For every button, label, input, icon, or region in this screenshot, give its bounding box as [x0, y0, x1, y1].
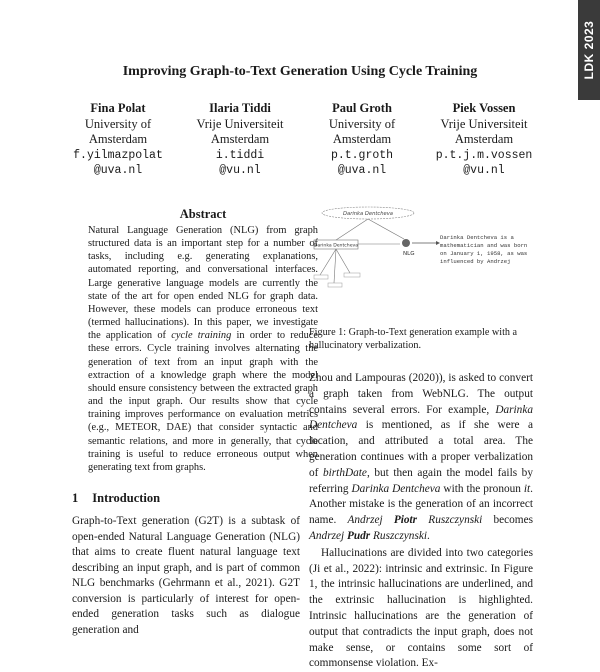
- author-email: f.yilmazpolat: [73, 148, 163, 162]
- author-affiliation: University of: [84, 116, 152, 131]
- author-affiliation: Amsterdam: [210, 132, 270, 146]
- text-span: with the pronoun: [440, 482, 524, 495]
- right-column-text: [309, 371, 533, 672]
- author-email: i.tiddi: [215, 148, 265, 162]
- abstract-emphasis: cycle training: [171, 330, 232, 342]
- venue-side-tab: [578, 0, 600, 100]
- verbalization-text: Darinka Dentcheva is a mathematician and was born on January 1, 1958, as was influenced by Andrzej: [440, 234, 528, 265]
- emphasis-span: [347, 530, 370, 542]
- section-heading: [72, 491, 160, 506]
- graph-node-top-label: Darinka Dentcheva: [343, 211, 393, 217]
- paragraph: [309, 371, 533, 545]
- author-block: [180, 101, 300, 179]
- author-affiliation: Amsterdam: [332, 132, 392, 146]
- author-email: @vu.nl: [463, 164, 505, 177]
- paper-title: Improving Graph-to-Text Generation Using Cycle Training: [122, 64, 478, 79]
- text-span: becomes: [482, 514, 533, 527]
- section-number: 1: [72, 491, 79, 505]
- emphasis-span: Andrzej: [309, 529, 347, 542]
- figure-caption: Figure 1: Graph-to-Text generation example with a hallucinatory verbalization.: [309, 327, 518, 352]
- abstract-heading: Abstract: [179, 207, 227, 221]
- emphasis-span: Ruszczynski: [370, 529, 427, 542]
- introduction-paragraph: Graph-to-Text generation (G2T) is a subtask of open-ended Natural Language Generation (NLG) that aims to create fluent natural language text describing an input graph, and is part of common NLG benchmarks (Gehrmann et al., 2021). G2T conversion is particularly of interest for open-ended generation tasks such as dialogue generation and: [72, 515, 300, 636]
- graph-node-left-label: Darinka Dentcheva: [313, 243, 359, 249]
- strong-span: Pudr: [346, 529, 371, 542]
- graph-node-right-label: NLG: [403, 251, 415, 257]
- emphasis-span: Ruszczynski: [417, 514, 483, 527]
- author-block: [302, 101, 422, 179]
- emphasis-span: [394, 514, 417, 526]
- text-span: , but then again the model fails by referring: [309, 466, 533, 495]
- author-affiliation: University of: [328, 116, 396, 131]
- text-span: .: [427, 529, 430, 542]
- author-affiliation: Vrije Universiteit: [196, 116, 284, 131]
- author-affiliation: Amsterdam: [454, 132, 514, 146]
- author-name: Piek Vossen: [452, 101, 516, 115]
- paragraph: Hallucinations are divided into two categories (Ji et al., 2022): intrinsic and extrinsic. In Figure 1, the intrinsic hallucinations are underlined, and the extrinsic hallucination is highlighted. Intrinsic hallucinations are the generation of output that contradicts the input graph, does not make sense, or contains some sort of commonsense violation. Ex-: [309, 546, 533, 670]
- author-email: @vu.nl: [219, 164, 261, 177]
- text-span: Zhou and Lampouras (2020)), is asked to convert a graph taken from WebNLG. The output contains several errors. For example,: [309, 372, 533, 416]
- author-name: Fina Polat: [90, 101, 146, 115]
- text-span: . Another mistake is the generation of an incorrect name.: [309, 482, 533, 527]
- abstract-text: Natural Language Generation (NLG) from graph structured data is an important step for a number of tasks, including e.g. generating explanations, automated reporting, and conversational interfaces. Large generative language models are currently the state of the art for open ended NLG for graph data. However, these models can produce erroneous text (termed hallucinations). In this paper, we investigate the application of: [88, 225, 318, 342]
- emphasis-span: Andrzej: [347, 514, 394, 527]
- section-title: Introduction: [92, 491, 161, 505]
- text-span: is mentioned, as if she were a location, and attributed a total area. The generation continues with a proper verbalization of: [309, 419, 533, 479]
- author-affiliation: Vrije Universiteit: [440, 116, 528, 131]
- author-block: [424, 101, 544, 179]
- author-email: @uva.nl: [93, 164, 143, 177]
- abstract-text: in order to reduce these errors. Cycle training involves alternating the generation of text from an input graph with the extraction of a knowledge graph where the model should ensure consistency between the extracted graph and the input graph. Our results show that cycle training improves performance on evaluation metrics (e.g., METEOR, DAE) that consider syntactic and semantic relations, and more in generally, that cycle training is useful to reduce erroneous output when generating text from graphs.: [88, 330, 318, 473]
- author-block: [58, 101, 178, 179]
- nlg-model-icon: [402, 239, 410, 247]
- strong-span: Piotr: [393, 514, 418, 527]
- author-name: Paul Groth: [332, 101, 392, 115]
- author-name: Ilaria Tiddi: [209, 101, 271, 115]
- venue-label: LDK 2023: [582, 20, 596, 80]
- author-affiliation: Amsterdam: [88, 132, 148, 146]
- emphasis-span: Darinka Dentcheva: [351, 482, 441, 495]
- emphasis-span: it: [523, 482, 531, 495]
- emphasis-span: Darinka Dentcheva: [309, 403, 533, 432]
- abstract-body: [88, 224, 318, 474]
- figure-1: [312, 203, 534, 321]
- author-email: p.t.groth: [330, 148, 394, 162]
- author-email: @uva.nl: [337, 164, 387, 177]
- emphasis-span: birthDate: [323, 466, 367, 479]
- author-email: p.t.j.m.vossen: [435, 148, 533, 162]
